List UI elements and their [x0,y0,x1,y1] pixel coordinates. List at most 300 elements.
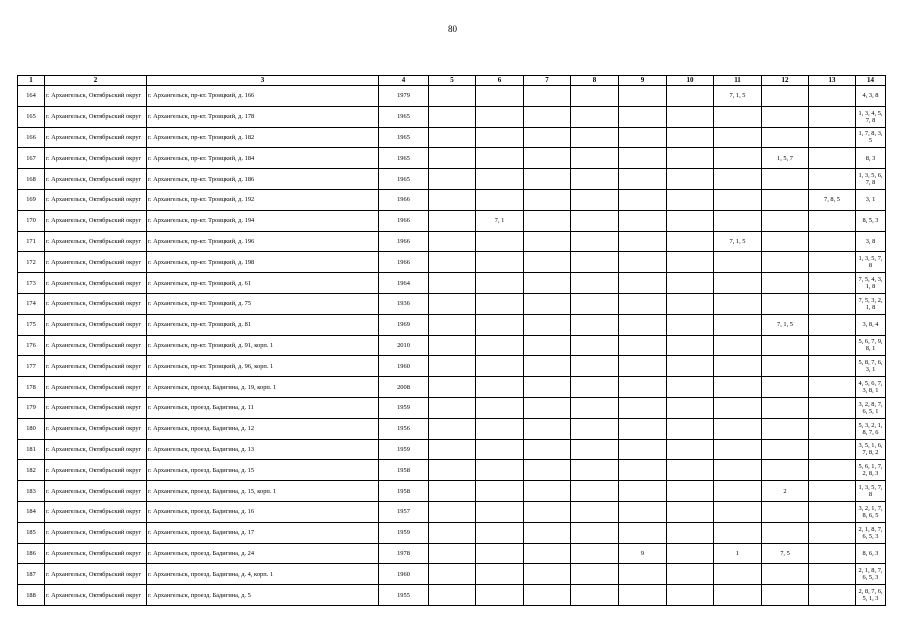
cell-col-14: 2, 1, 8, 7, 6, 5, 3 [856,564,886,585]
cell-col-9 [619,231,667,252]
cell-col-5 [429,543,476,564]
cell-col-10 [667,439,714,460]
cell-row-number: 172 [18,252,45,273]
cell-col-12 [762,501,809,522]
cell-col-5 [429,377,476,398]
cell-col-10 [667,335,714,356]
cell-col-14: 2, 1, 8, 7, 6, 5, 3 [856,522,886,543]
cell-col-11 [714,293,762,314]
column-header-4: 4 [379,76,429,86]
cell-col-9 [619,564,667,585]
column-header-11: 11 [714,76,762,86]
cell-col-9 [619,252,667,273]
cell-col-11 [714,189,762,210]
cell-year: 1956 [379,418,429,439]
cell-district: г. Архангельск, Октябрьский округ [45,543,147,564]
column-header-8: 8 [571,76,619,86]
cell-address: г. Архангельск, проезд. Бадигина, д. 12 [147,418,379,439]
cell-col-14: 1, 3, 5, 7, 8 [856,252,886,273]
table-row [18,127,886,148]
cell-district: г. Архангельск, Октябрьский округ [45,273,147,294]
cell-col-10 [667,86,714,107]
cell-year: 1969 [379,314,429,335]
cell-year: 1965 [379,169,429,190]
cell-year: 1959 [379,522,429,543]
cell-col-8 [571,418,619,439]
cell-year: 1979 [379,86,429,107]
cell-col-14: 3, 8, 4 [856,314,886,335]
cell-col-5 [429,231,476,252]
cell-col-13 [809,460,856,481]
cell-col-6 [476,543,524,564]
cell-col-12 [762,335,809,356]
cell-col-11 [714,585,762,606]
cell-district: г. Архангельск, Октябрьский округ [45,377,147,398]
cell-col-9 [619,481,667,502]
cell-col-7 [524,86,571,107]
cell-col-9: 9 [619,543,667,564]
cell-col-5 [429,293,476,314]
cell-col-6 [476,127,524,148]
cell-col-13 [809,169,856,190]
cell-col-14: 8, 3 [856,148,886,169]
table-header [18,76,886,86]
cell-year: 1960 [379,564,429,585]
cell-col-13 [809,314,856,335]
cell-col-8 [571,231,619,252]
cell-col-8 [571,335,619,356]
cell-row-number: 175 [18,314,45,335]
cell-col-7 [524,169,571,190]
cell-col-9 [619,522,667,543]
cell-col-7 [524,585,571,606]
cell-district: г. Архангельск, Октябрьский округ [45,210,147,231]
cell-col-12 [762,86,809,107]
cell-col-6 [476,460,524,481]
cell-col-6 [476,148,524,169]
cell-col-11: 7, 1, 5 [714,231,762,252]
cell-col-7 [524,418,571,439]
cell-col-9 [619,169,667,190]
cell-address: г. Архангельск, проезд. Бадигина, д. 13 [147,439,379,460]
cell-col-14: 2, 8, 7, 6, 5, 1, 3 [856,585,886,606]
cell-col-8 [571,314,619,335]
cell-year: 1966 [379,189,429,210]
cell-col-13 [809,481,856,502]
table-row [18,252,886,273]
cell-year: 1965 [379,106,429,127]
cell-year: 1965 [379,127,429,148]
cell-col-7 [524,127,571,148]
cell-col-9 [619,106,667,127]
cell-col-9 [619,273,667,294]
cell-col-8 [571,377,619,398]
cell-col-9 [619,127,667,148]
cell-col-13: 7, 8, 5 [809,189,856,210]
cell-col-8 [571,148,619,169]
column-header-1: 1 [18,76,45,86]
cell-col-7 [524,189,571,210]
cell-year: 1978 [379,543,429,564]
cell-col-11 [714,252,762,273]
cell-address: г. Архангельск, проезд. Бадигина, д. 15 [147,460,379,481]
cell-col-9 [619,377,667,398]
cell-col-9 [619,460,667,481]
cell-col-6 [476,231,524,252]
cell-col-8 [571,127,619,148]
cell-district: г. Архангельск, Октябрьский округ [45,148,147,169]
cell-col-8 [571,501,619,522]
cell-col-8 [571,522,619,543]
cell-district: г. Архангельск, Октябрьский округ [45,418,147,439]
cell-row-number: 181 [18,439,45,460]
cell-col-10 [667,543,714,564]
cell-col-8 [571,189,619,210]
cell-row-number: 174 [18,293,45,314]
cell-col-12 [762,210,809,231]
cell-address: г. Архангельск, пр-кт. Троицкий, д. 91, корп. 1 [147,335,379,356]
cell-col-5 [429,585,476,606]
cell-district: г. Архангельск, Октябрьский округ [45,481,147,502]
cell-col-11 [714,106,762,127]
cell-col-10 [667,273,714,294]
table-row [18,356,886,377]
cell-row-number: 180 [18,418,45,439]
cell-col-13 [809,418,856,439]
cell-col-7 [524,106,571,127]
cell-col-10 [667,252,714,273]
cell-col-12 [762,273,809,294]
cell-col-14: 4, 3, 8 [856,86,886,107]
cell-col-6 [476,252,524,273]
cell-col-5 [429,335,476,356]
cell-col-13 [809,127,856,148]
cell-col-10 [667,397,714,418]
cell-col-13 [809,377,856,398]
cell-col-11: 7, 1, 5 [714,86,762,107]
column-header-2: 2 [45,76,147,86]
cell-col-14: 7, 5, 4, 3, 1, 8 [856,273,886,294]
cell-col-13 [809,148,856,169]
column-header-7: 7 [524,76,571,86]
table-row [18,501,886,522]
cell-col-5 [429,189,476,210]
table-row [18,231,886,252]
cell-col-11 [714,169,762,190]
cell-district: г. Архангельск, Октябрьский округ [45,397,147,418]
table-row [18,543,886,564]
cell-col-7 [524,501,571,522]
cell-col-10 [667,522,714,543]
cell-col-12 [762,418,809,439]
cell-col-10 [667,169,714,190]
cell-col-5 [429,106,476,127]
table-row [18,377,886,398]
cell-col-6 [476,418,524,439]
cell-col-9 [619,439,667,460]
cell-col-6 [476,189,524,210]
cell-year: 1959 [379,439,429,460]
cell-col-7 [524,377,571,398]
table-row [18,169,886,190]
cell-col-12 [762,293,809,314]
cell-row-number: 176 [18,335,45,356]
cell-col-10 [667,481,714,502]
cell-col-14: 5, 6, 7, 9, 8, 1 [856,335,886,356]
cell-col-6 [476,293,524,314]
cell-address: г. Архангельск, проезд. Бадигина, д. 4, корп. 1 [147,564,379,585]
cell-district: г. Архангельск, Октябрьский округ [45,252,147,273]
cell-col-11 [714,564,762,585]
cell-district: г. Архангельск, Октябрьский округ [45,293,147,314]
cell-col-7 [524,273,571,294]
cell-col-12: 7, 5 [762,543,809,564]
table-row [18,148,886,169]
cell-col-10 [667,148,714,169]
cell-col-6 [476,522,524,543]
cell-address: г. Архангельск, пр-кт. Троицкий, д. 184 [147,148,379,169]
cell-address: г. Архангельск, пр-кт. Троицкий, д. 194 [147,210,379,231]
cell-col-10 [667,293,714,314]
cell-year: 1959 [379,397,429,418]
table-row [18,564,886,585]
cell-col-6 [476,106,524,127]
cell-col-8 [571,585,619,606]
cell-col-7 [524,314,571,335]
cell-col-7 [524,522,571,543]
header-row [18,76,886,86]
cell-col-13 [809,335,856,356]
cell-col-11: 1 [714,543,762,564]
table-row [18,397,886,418]
cell-col-13 [809,273,856,294]
cell-col-6 [476,335,524,356]
cell-col-13 [809,252,856,273]
column-header-6: 6 [476,76,524,86]
cell-col-9 [619,293,667,314]
table-row [18,86,886,107]
cell-col-7 [524,252,571,273]
table-body [18,86,886,606]
cell-col-12 [762,189,809,210]
cell-district: г. Архангельск, Октябрьский округ [45,189,147,210]
cell-col-12 [762,106,809,127]
cell-col-12 [762,564,809,585]
cell-col-8 [571,106,619,127]
cell-col-13 [809,397,856,418]
table-row [18,293,886,314]
cell-col-12 [762,356,809,377]
cell-col-8 [571,356,619,377]
cell-col-8 [571,397,619,418]
cell-col-5 [429,314,476,335]
cell-col-9 [619,314,667,335]
cell-col-6 [476,356,524,377]
cell-col-6 [476,169,524,190]
table-row [18,418,886,439]
cell-row-number: 165 [18,106,45,127]
cell-col-11 [714,397,762,418]
cell-district: г. Архангельск, Октябрьский округ [45,564,147,585]
cell-col-11 [714,148,762,169]
cell-district: г. Архангельск, Октябрьский округ [45,231,147,252]
cell-col-10 [667,106,714,127]
cell-address: г. Архангельск, проезд. Бадигина, д. 11 [147,397,379,418]
cell-col-10 [667,564,714,585]
cell-year: 1936 [379,293,429,314]
cell-col-5 [429,439,476,460]
cell-col-14: 3, 8 [856,231,886,252]
cell-col-5 [429,460,476,481]
cell-col-8 [571,86,619,107]
cell-row-number: 177 [18,356,45,377]
cell-row-number: 183 [18,481,45,502]
cell-col-5 [429,148,476,169]
cell-col-14: 5, 3, 2, 1, 8, 7, 6 [856,418,886,439]
cell-col-11 [714,335,762,356]
cell-district: г. Архангельск, Октябрьский округ [45,106,147,127]
cell-col-5 [429,564,476,585]
cell-col-6 [476,377,524,398]
cell-col-12 [762,169,809,190]
cell-address: г. Архангельск, пр-кт. Троицкий, д. 192 [147,189,379,210]
cell-col-12 [762,585,809,606]
cell-year: 1966 [379,231,429,252]
cell-row-number: 186 [18,543,45,564]
column-header-9: 9 [619,76,667,86]
cell-col-14: 8, 5, 3 [856,210,886,231]
cell-col-6 [476,481,524,502]
cell-col-9 [619,148,667,169]
cell-col-10 [667,501,714,522]
table-row [18,460,886,481]
cell-year: 1957 [379,501,429,522]
cell-col-12 [762,439,809,460]
cell-col-6 [476,439,524,460]
cell-col-6: 7, 1 [476,210,524,231]
cell-col-9 [619,335,667,356]
cell-col-7 [524,397,571,418]
cell-col-10 [667,231,714,252]
cell-col-13 [809,501,856,522]
cell-col-6 [476,273,524,294]
cell-row-number: 184 [18,501,45,522]
cell-col-14: 4, 5, 6, 7, 3, 8, 1 [856,377,886,398]
cell-col-8 [571,210,619,231]
cell-address: г. Архангельск, пр-кт. Троицкий, д. 61 [147,273,379,294]
cell-col-13 [809,106,856,127]
cell-district: г. Архангельск, Октябрьский округ [45,314,147,335]
cell-col-11 [714,439,762,460]
cell-col-10 [667,189,714,210]
cell-col-10 [667,127,714,148]
table-row [18,210,886,231]
cell-row-number: 168 [18,169,45,190]
cell-col-12 [762,127,809,148]
cell-row-number: 178 [18,377,45,398]
table-row [18,522,886,543]
cell-col-5 [429,127,476,148]
cell-year: 2010 [379,335,429,356]
cell-col-10 [667,210,714,231]
cell-col-5 [429,481,476,502]
cell-row-number: 187 [18,564,45,585]
cell-address: г. Архангельск, пр-кт. Троицкий, д. 75 [147,293,379,314]
cell-col-5 [429,86,476,107]
table-row [18,189,886,210]
column-header-14: 14 [856,76,886,86]
cell-col-7 [524,564,571,585]
cell-col-13 [809,585,856,606]
cell-address: г. Архангельск, пр-кт. Троицкий, д. 182 [147,127,379,148]
cell-year: 1966 [379,252,429,273]
cell-col-11 [714,273,762,294]
cell-district: г. Архангельск, Октябрьский округ [45,356,147,377]
cell-col-6 [476,314,524,335]
cell-col-6 [476,501,524,522]
cell-col-5 [429,356,476,377]
cell-col-7 [524,543,571,564]
cell-col-12: 1, 5, 7 [762,148,809,169]
cell-address: г. Архангельск, пр-кт. Троицкий, д. 81 [147,314,379,335]
cell-district: г. Архангельск, Октябрьский округ [45,127,147,148]
cell-col-8 [571,543,619,564]
cell-year: 2008 [379,377,429,398]
cell-district: г. Архангельск, Октябрьский округ [45,86,147,107]
cell-col-5 [429,501,476,522]
cell-district: г. Архангельск, Октябрьский округ [45,460,147,481]
cell-col-14: 3, 2, 8, 7, 6, 5, 1 [856,397,886,418]
cell-row-number: 179 [18,397,45,418]
cell-col-11 [714,127,762,148]
cell-col-10 [667,460,714,481]
cell-col-7 [524,481,571,502]
cell-row-number: 167 [18,148,45,169]
cell-district: г. Архангельск, Октябрьский округ [45,335,147,356]
cell-col-12 [762,397,809,418]
cell-col-9 [619,210,667,231]
cell-year: 1955 [379,585,429,606]
cell-col-7 [524,356,571,377]
cell-col-14: 8, 6, 3 [856,543,886,564]
column-header-13: 13 [809,76,856,86]
cell-col-13 [809,543,856,564]
cell-row-number: 171 [18,231,45,252]
cell-col-5 [429,397,476,418]
cell-address: г. Архангельск, пр-кт. Троицкий, д. 196 [147,231,379,252]
cell-col-14: 1, 3, 4, 5, 7, 8 [856,106,886,127]
cell-col-14: 1, 3, 5, 6, 7, 8 [856,169,886,190]
cell-col-7 [524,293,571,314]
column-header-10: 10 [667,76,714,86]
cell-col-7 [524,439,571,460]
cell-address: г. Архангельск, проезд. Бадигина, д. 24 [147,543,379,564]
cell-col-7 [524,335,571,356]
cell-district: г. Архангельск, Октябрьский округ [45,439,147,460]
cell-col-6 [476,585,524,606]
cell-col-12 [762,231,809,252]
cell-col-6 [476,86,524,107]
cell-year: 1960 [379,356,429,377]
cell-col-7 [524,210,571,231]
cell-col-8 [571,169,619,190]
cell-col-9 [619,418,667,439]
cell-col-5 [429,273,476,294]
cell-col-11 [714,460,762,481]
cell-col-5 [429,522,476,543]
cell-col-14: 1, 7, 8, 3, 5 [856,127,886,148]
column-header-12: 12 [762,76,809,86]
